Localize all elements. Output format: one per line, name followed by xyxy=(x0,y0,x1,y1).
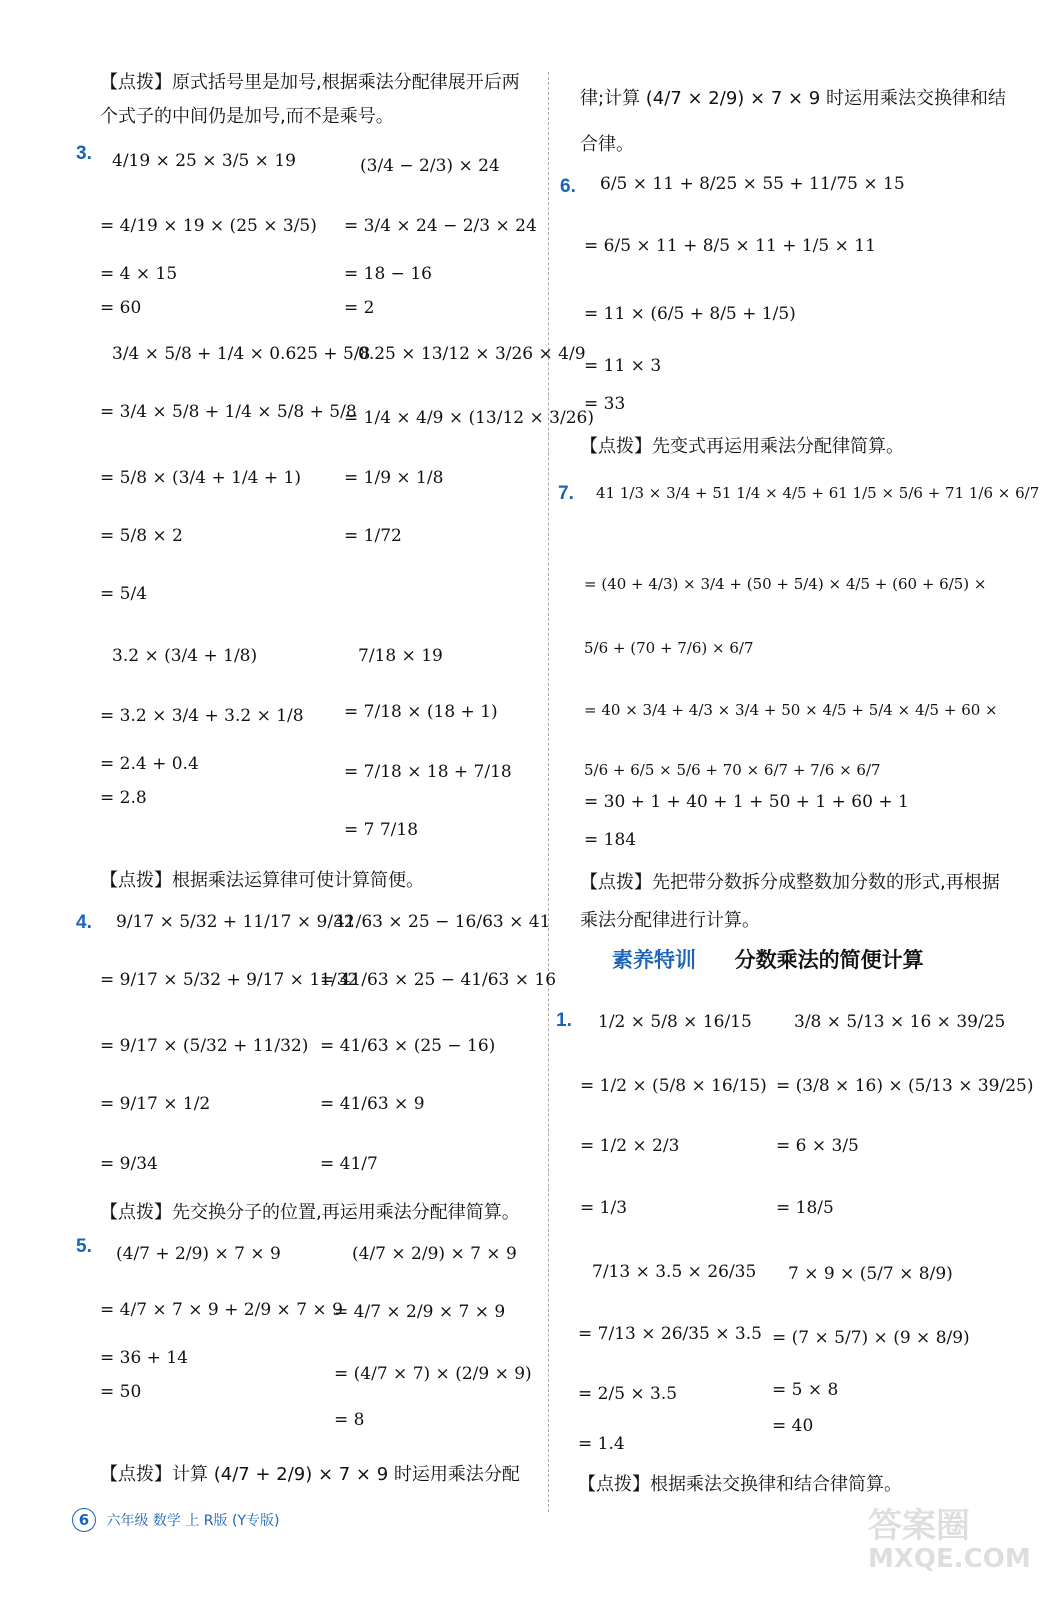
p3-c2-l6: = 1/9 × 1/8 xyxy=(344,468,444,488)
p3-c2-l11: = 7 7/18 xyxy=(344,820,419,840)
p5-c1-l3: = 50 xyxy=(100,1382,142,1402)
p7-tip: 【点拨】先把带分数拆分成整数加分数的形式,再根据乘法分配律进行计算。 xyxy=(580,872,1000,931)
p6-l3: = 11 × 3 xyxy=(584,356,662,376)
s1-c1-l6: = 2/5 × 3.5 xyxy=(578,1384,678,1404)
p4-c2-l3: = 41/63 × 9 xyxy=(320,1094,425,1114)
p3-c1-l5: = 3/4 × 5/8 + 1/4 × 5/8 + 5/8 xyxy=(100,402,357,422)
section-tag: 素养特训 xyxy=(612,948,696,972)
s1-c1-l7: = 1.4 xyxy=(578,1434,625,1454)
p3-c1-l4: 3/4 × 5/8 + 1/4 × 0.625 + 5/8 xyxy=(112,344,371,364)
p3-c1-l3: = 60 xyxy=(100,298,142,318)
p3-c1-l7: = 5/8 × 2 xyxy=(100,526,183,546)
problem-3-number: 3. xyxy=(76,143,92,164)
p3-c2-l7: = 1/72 xyxy=(344,526,402,546)
p7-l3: = 30 + 1 + 40 + 1 + 50 + 1 + 60 + 1 xyxy=(584,792,909,812)
s1-c1-l2: = 1/2 × 2/3 xyxy=(580,1136,680,1156)
p4-c2-l1: = 41/63 × 25 − 41/63 × 16 xyxy=(320,970,557,990)
p4-c1-l2: = 9/17 × (5/32 + 11/32) xyxy=(100,1036,309,1056)
p5-c2-l0: (4/7 × 2/9) × 7 × 9 xyxy=(352,1244,517,1264)
p5-c1-l2: = 36 + 14 xyxy=(100,1348,188,1368)
page-number: 6 xyxy=(72,1508,96,1532)
s1-c1-l5: = 7/13 × 26/35 × 3.5 xyxy=(578,1324,762,1344)
s1-c2-l6: = 5 × 8 xyxy=(772,1380,839,1400)
p3-c2-l9: = 7/18 × (18 + 1) xyxy=(344,702,498,722)
s1-c2-l2: = 6 × 3/5 xyxy=(776,1136,859,1156)
p3-c2-l3: = 2 xyxy=(344,298,375,318)
p3-c1-l12: = 2.8 xyxy=(100,788,147,808)
p3-c1-l8: = 5/4 xyxy=(100,584,148,604)
section-problem-1-number: 1. xyxy=(556,1010,572,1031)
s1-c2-l3: = 18/5 xyxy=(776,1198,834,1218)
p3-c1-l0: 4/19 × 25 × 3/5 × 19 xyxy=(112,151,296,171)
p6-l2: = 11 × (6/5 + 8/5 + 1/5) xyxy=(584,304,796,324)
problem-5-number: 5. xyxy=(76,1236,92,1257)
p7-l2: = 40 × 3/4 + 4/3 × 3/4 + 50 × 4/5 + 5/4 × 4/5 + 60 × 5/6 + 6/5 × 5/6 + 70 × 6/7 + 7/6 × 6/7 xyxy=(584,701,998,779)
p4-c1-l4: = 9/34 xyxy=(100,1154,158,1174)
p3-c1-l1: = 4/19 × 19 × (25 × 3/5) xyxy=(100,216,317,236)
p3-c2-l2: = 18 − 16 xyxy=(344,264,432,284)
p5-c2-l3: = 8 xyxy=(334,1410,365,1430)
p7-l1: = (40 + 4/3) × 3/4 + (50 + 5/4) × 4/5 + (60 + 6/5) × 5/6 + (70 + 7/6) × 6/7 xyxy=(584,575,987,657)
column-divider xyxy=(548,72,549,1512)
p3-c2-l1: = 3/4 × 24 − 2/3 × 24 xyxy=(344,216,537,236)
p5-c1-l1: = 4/7 × 7 × 9 + 2/9 × 7 × 9 xyxy=(100,1300,343,1320)
p3-c1-l11: = 2.4 + 0.4 xyxy=(100,754,199,774)
section-heading xyxy=(612,944,924,974)
s1-c1-l1: = 1/2 × (5/8 × 16/15) xyxy=(580,1076,767,1096)
page-footer xyxy=(72,1508,279,1532)
p4-c2-l2: = 41/63 × (25 − 16) xyxy=(320,1036,496,1056)
p3-c2-l4: 0.25 × 13/12 × 3/26 × 4/9 xyxy=(358,344,586,364)
p3-c1-l2: = 4 × 15 xyxy=(100,264,178,284)
watermark-url: MXQE.COM xyxy=(868,1544,1031,1574)
p3-c2-l10: = 7/18 × 18 + 7/18 xyxy=(344,762,512,782)
section-title: 分数乘法的简便计算 xyxy=(734,948,924,972)
footer-text: 六年级 数学 上 R版 (Y专版) xyxy=(106,1513,280,1529)
s1-c1-l4: 7/13 × 3.5 × 26/35 xyxy=(592,1262,757,1282)
s1-c2-l0: 3/8 × 5/13 × 16 × 39/25 xyxy=(794,1012,1006,1032)
p5-c2-l1: = 4/7 × 2/9 × 7 × 9 xyxy=(334,1302,506,1322)
p4-c2-l0: 41/63 × 25 − 16/63 × 41 xyxy=(334,912,551,932)
p7-l4: = 184 xyxy=(584,830,637,850)
s1-c2-l4: 7 × 9 × (5/7 × 8/9) xyxy=(788,1264,953,1284)
p5-tip-start: 【点拨】计算 (4/7 + 2/9) × 7 × 9 时运用乘法分配 xyxy=(100,1464,520,1485)
s1-c2-l1: = (3/8 × 16) × (5/13 × 39/25) xyxy=(776,1076,1034,1096)
s1-c1-l3: = 1/3 xyxy=(580,1198,628,1218)
p3-c2-l8: 7/18 × 19 xyxy=(358,646,443,666)
p7-l0: 41 1/3 × 3/4 + 51 1/4 × 4/5 + 61 1/5 × 5/6 + 71 1/6 × 6/7 xyxy=(596,484,1040,502)
p4-c1-l0: 9/17 × 5/32 + 11/17 × 9/32 xyxy=(116,912,355,932)
p4-c2-l4: = 41/7 xyxy=(320,1154,378,1174)
problem-4-number: 4. xyxy=(76,912,92,933)
p6-l1: = 6/5 × 11 + 8/5 × 11 + 1/5 × 11 xyxy=(584,236,876,256)
p3-c2-l0: (3/4 − 2/3) × 24 xyxy=(360,156,500,176)
intro-tip: 【点拨】原式括号里是加号,根据乘法分配律展开后两个式子的中间仍是加号,而不是乘号。 xyxy=(100,72,520,127)
p6-l0: 6/5 × 11 + 8/25 × 55 + 11/75 × 15 xyxy=(600,174,905,194)
problem-6-number: 6. xyxy=(560,176,576,197)
p3-c2-l5: = 1/4 × 4/9 × (13/12 × 3/26) xyxy=(344,408,594,428)
watermark-logo: 答案圈 xyxy=(868,1506,970,1546)
problem-7-number: 7. xyxy=(558,483,574,504)
p4-tip: 【点拨】先交换分子的位置,再运用乘法分配律简算。 xyxy=(100,1202,520,1223)
p6-l4: = 33 xyxy=(584,394,626,414)
p5-c2-l2: = (4/7 × 7) × (2/9 × 9) xyxy=(334,1364,532,1384)
p3-c1-l6: = 5/8 × (3/4 + 1/4 + 1) xyxy=(100,468,301,488)
p6-tip: 【点拨】先变式再运用乘法分配律简算。 xyxy=(580,436,904,457)
p4-c1-l1: = 9/17 × 5/32 + 9/17 × 11/32 xyxy=(100,970,359,990)
p5-tip-continued: 律;计算 (4/7 × 2/9) × 7 × 9 时运用乘法交换律和结合律。 xyxy=(580,88,1006,155)
p3-c1-l9: 3.2 × (3/4 + 1/8) xyxy=(112,646,258,666)
s1-tip: 【点拨】根据乘法交换律和结合律简算。 xyxy=(578,1474,902,1495)
p3-tip: 【点拨】根据乘法运算律可使计算简便。 xyxy=(100,870,424,891)
s1-c1-l0: 1/2 × 5/8 × 16/15 xyxy=(598,1012,752,1032)
s1-c2-l7: = 40 xyxy=(772,1416,814,1436)
p5-c1-l0: (4/7 + 2/9) × 7 × 9 xyxy=(116,1244,281,1264)
p3-c1-l10: = 3.2 × 3/4 + 3.2 × 1/8 xyxy=(100,706,304,726)
p4-c1-l3: = 9/17 × 1/2 xyxy=(100,1094,211,1114)
s1-c2-l5: = (7 × 5/7) × (9 × 8/9) xyxy=(772,1328,970,1348)
